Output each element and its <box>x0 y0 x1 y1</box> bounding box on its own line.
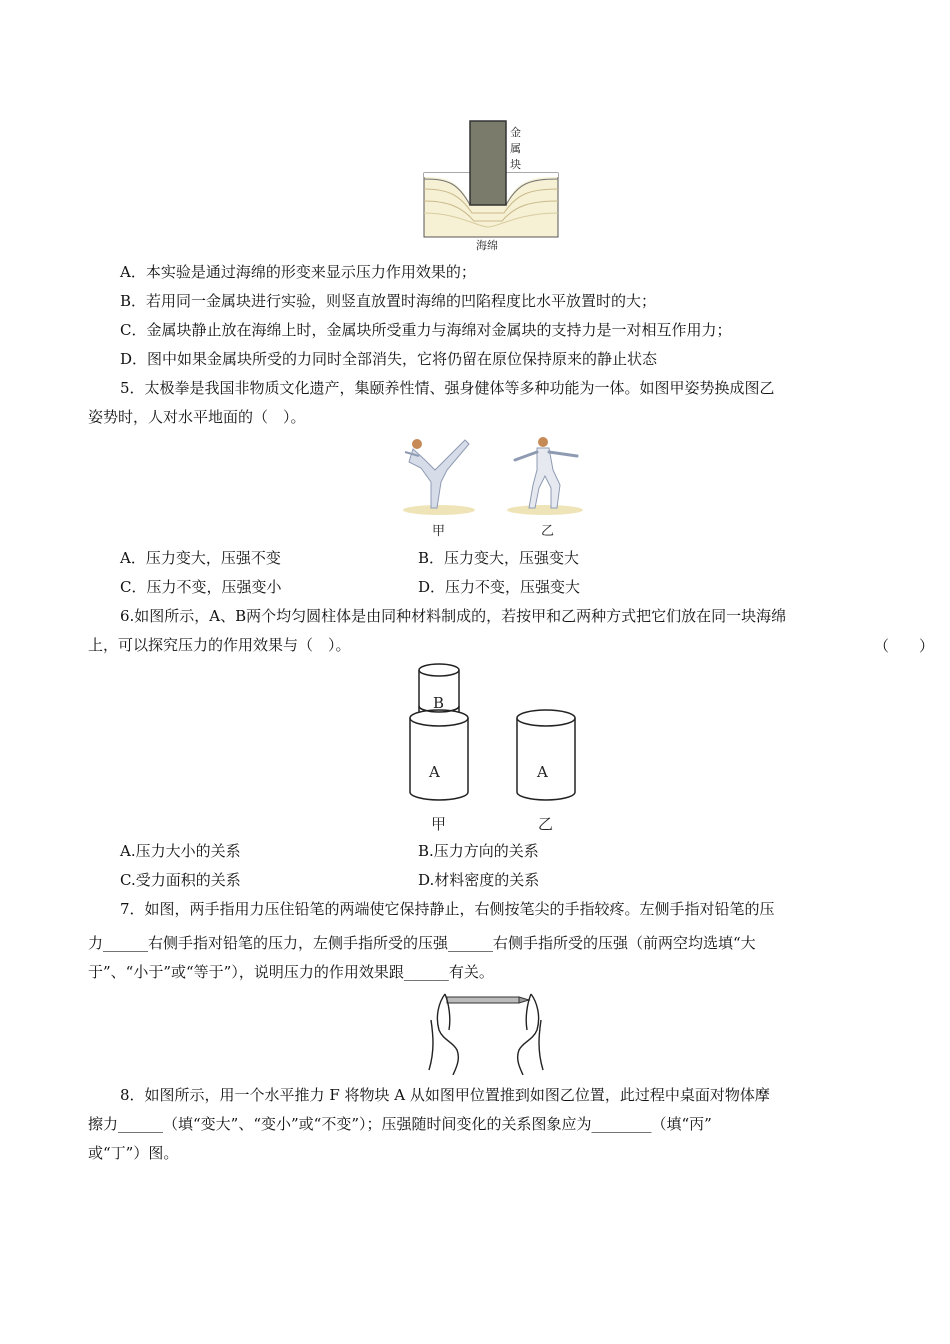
q8-stem-line3: 或“丁”）图。 <box>88 1144 179 1162</box>
q6-option-c: C.受力面积的关系 <box>120 871 241 889</box>
q6-stem-line2: 上，可以探究压力的作用效果与（ ）。 <box>88 636 351 654</box>
taichi-poses-drawing <box>395 430 595 540</box>
cylinders-caption-jia: 甲 <box>431 815 447 833</box>
cylinders-drawing <box>405 660 585 835</box>
pencil-fingers-drawing <box>425 990 545 1075</box>
taichi-figure <box>395 430 595 540</box>
q4-option-d: D．图中如果金属块所受的力同时全部消失，它将仍留在原位保持原来的静止状态 <box>120 350 658 368</box>
metal-block-sponge-figure <box>418 115 563 253</box>
cylinders-figure <box>405 660 585 835</box>
cylinder-a-label-jia: A <box>429 763 440 781</box>
sponge-label: 海绵 <box>476 239 498 252</box>
q5-stem-line1: 5．太极拳是我国非物质文化遗产，集颐养性情、强身健体等多种功能为一体。如图甲姿势换成图乙 <box>120 379 775 397</box>
q8-stem-line1: 8．如图所示，用一个水平推力 F 将物块 A 从如图甲位置推到如图乙位置，此过程中桌面对物体摩 <box>120 1086 770 1104</box>
q6-option-b: B.压力方向的关系 <box>418 842 539 860</box>
q7-stem-line3: 于”、“小于”或“等于”），说明压力的作用效果跟______有关。 <box>88 963 494 981</box>
cylinder-b-label: B <box>433 694 445 712</box>
q6-stem-line1: 6.如图所示，A、B两个均匀圆柱体是由同种材料制成的，若按甲和乙两种方式把它们放在同一块海绵 <box>120 607 787 625</box>
q4-option-b: B．若用同一金属块进行实验，则竖直放置时海绵的凹陷程度比水平放置时的大； <box>120 292 657 310</box>
pencil-fingers-figure <box>425 990 545 1075</box>
cylinder-a-label-yi: A <box>537 763 548 781</box>
cylinders-caption-yi: 乙 <box>538 815 554 833</box>
q7-stem-line1: 7．如图，两手指用力压住铅笔的两端使它保持静止，右侧按笔尖的手指较疼。左侧手指对铅笔的压 <box>120 900 775 918</box>
q8-stem-line2: 擦力______（填“变大”、“变小”或“不变”）；压强随时间变化的关系图象应为________（填“丙” <box>88 1115 712 1133</box>
q7-stem-line2: 力______右侧手指对铅笔的压力，左侧手指所受的压强______右侧手指所受的压强（前两空均选填“大 <box>88 934 756 952</box>
q4-option-a: A．本实验是通过海绵的形变来显示压力作用效果的； <box>120 263 476 281</box>
q6-option-a: A.压力大小的关系 <box>120 842 241 860</box>
q5-option-d: D．压力不变，压强变大 <box>418 578 581 596</box>
metal-block-sponge-drawing <box>418 115 563 253</box>
q5-option-b: B．压力变大，压强变大 <box>418 549 580 567</box>
metal-block-label: 金属块 <box>510 126 521 171</box>
q4-option-c: C．金属块静止放在海绵上时，金属块所受重力与海绵对金属块的支持力是一对相互作用力； <box>120 321 732 339</box>
q5-stem-line2: 姿势时，人对水平地面的（ ）。 <box>88 408 306 426</box>
q5-option-a: A．压力变大，压强不变 <box>120 549 281 567</box>
q5-option-c: C．压力不变，压强变小 <box>120 578 282 596</box>
taichi-caption-jia: 甲 <box>432 524 446 539</box>
q6-option-d: D.材料密度的关系 <box>418 871 540 889</box>
q6-answer-paren: （ ） <box>874 637 935 655</box>
taichi-caption-yi: 乙 <box>541 524 555 539</box>
